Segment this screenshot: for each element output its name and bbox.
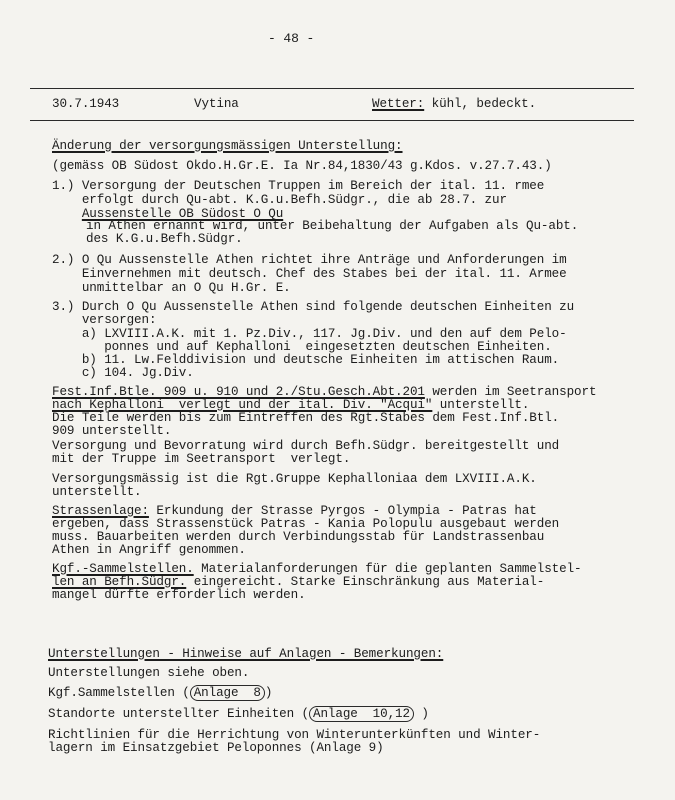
kgf-line: len an Befh.Südgr. eingereicht. Starke Einschränkung aus Material-: [52, 575, 545, 589]
fest-line: Die Teile werden bis zum Eintreffen des Rgt.Stabes dem Fest.Inf.Btl.: [52, 411, 560, 425]
item1-line: 1.) Versorgung der Deutschen Truppen im Bereich der ital. 11. rmee: [52, 179, 545, 193]
kgf-line: Kgf.-Sammelstellen. Materialanforderungen für die geplanten Sammelstel-: [52, 562, 582, 576]
strassenlage-line: ergeben, dass Strassenstück Patras - Kania Polopulu ausgebaut werden: [52, 517, 560, 531]
order-reference: (gemäss OB Südost Okdo.H.Gr.E. Ia Nr.84,1830/43 g.Kdos. v.27.7.43.): [52, 159, 552, 173]
versorgung-line: mit der Truppe im Seetransport verlegt.: [52, 452, 351, 466]
strassenlage-line: muss. Bauarbeiten werden durch Verbindungsstab für Landstrassenbau: [52, 530, 545, 544]
item1-line: erfolgt durch Qu-abt. K.G.u.Befh.Südgr., die ab 28.7. zur: [52, 193, 507, 207]
fest-line: 909 unterstellt.: [52, 424, 172, 438]
strassenlage-line: Strassenlage: Erkundung der Strasse Pyrgos - Olympia - Patras hat: [52, 504, 537, 518]
item2-line: unmittelbar an O Qu H.Gr. E.: [52, 281, 291, 295]
versorgungsmaessig-line: unterstellt.: [52, 485, 142, 499]
aussenstelle-underlined: Aussenstelle OB Südost O Qu: [81, 207, 284, 221]
weather-label: Wetter:: [372, 97, 425, 111]
entry-date: 30.7.1943: [52, 97, 120, 111]
item3-line: versorgen:: [52, 313, 157, 327]
strassenlage-label: Strassenlage:: [52, 504, 149, 518]
item3-c: c) 104. Jg.Div.: [52, 366, 194, 380]
weather-value: kühl, bedeckt.: [431, 97, 537, 111]
fest-line: Fest.Inf.Btle. 909 u. 910 und 2./Stu.Gesch.Abt.201 werden im Seetransport: [52, 385, 597, 399]
section2-line: Standorte unterstellter Einheiten ( Anlage 10,12 ): [48, 707, 429, 721]
item1-line: in Athen ernannt wird, unter Beibehaltung der Aufgaben als Qu-abt.: [86, 219, 579, 233]
item2-line: 2.) O Qu Aussenstelle Athen richtet ihre Anträge und Anforderungen im: [52, 253, 567, 267]
section2-heading: Unterstellungen - Hinweise auf Anlagen - Bemerkungen:: [48, 647, 444, 661]
item3-a: a) LXVIII.A.K. mit 1. Pz.Div., 117. Jg.Div. und den auf dem Pelo-: [52, 327, 567, 341]
versorgungsmaessig-line: Versorgungsmässig ist die Rgt.Gruppe Kephalloniaa dem LXVIII.A.K.: [52, 472, 537, 486]
fest-line: nach Kephalloni verlegt und der ital. Div. "Acqui" unterstellt.: [52, 398, 530, 412]
item1-line: des K.G.u.Befh.Südgr.: [86, 232, 243, 246]
page-number: - 48 -: [268, 31, 315, 46]
anlage-10-12-box: Anlage 10,12: [309, 706, 414, 722]
item3-line: 3.) Durch O Qu Aussenstelle Athen sind folgende deutschen Einheiten zu: [52, 300, 575, 314]
anlage-8-box: Anlage 8: [190, 685, 265, 701]
section2-line: lagern im Einsatzgebiet Peloponnes (Anlage 9): [48, 741, 384, 755]
section1-heading: Änderung der versorgungsmässigen Unterstellung:: [52, 139, 403, 153]
entry-place: Vytina: [194, 97, 239, 111]
header-bottom-rule: [30, 120, 634, 121]
kgf-label: Kgf.-Sammelstellen.: [52, 562, 194, 576]
item2-line: Einvernehmen mit deutsch. Chef des Stabes bei der ital. 11. Armee: [52, 267, 567, 281]
section2-line: Richtlinien für die Herrichtung von Winterunterkünften und Winter-: [48, 728, 541, 742]
item3-b: b) 11. Lw.Felddivision und deutsche Einheiten im attischen Raum.: [52, 353, 560, 367]
header-top-rule: [30, 88, 634, 89]
versorgung-line: Versorgung und Bevorratung wird durch Befh.Südgr. bereitgestellt und: [52, 439, 560, 453]
section2-line: Kgf.Sammelstellen ( Anlage 8 ): [48, 686, 273, 700]
section2-line: Unterstellungen siehe oben.: [48, 666, 250, 680]
weather: [372, 97, 536, 112]
strassenlage-line: Athen in Angriff genommen.: [52, 543, 246, 557]
kgf-line: mangel dürfte erforderlich werden.: [52, 588, 306, 602]
item3-a: ponnes und auf Kephalloni eingesetzten deutschen Einheiten.: [52, 340, 552, 354]
